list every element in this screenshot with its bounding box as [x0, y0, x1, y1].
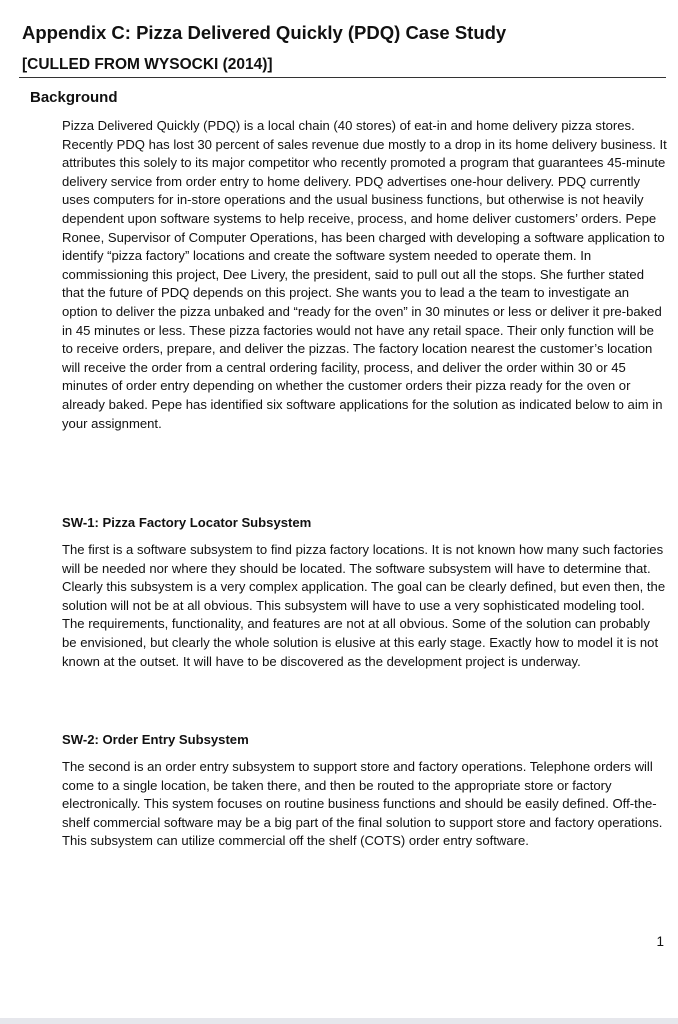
sw1-heading: SW-1: Pizza Factory Locator Subsystem	[62, 515, 312, 530]
sw1-paragraph: The first is a software subsystem to find pizza factory locations. It is not known how many such factories will be needed nor where they should be located. The software subsystem will have to determine that. Clearly this subsystem is a very complex application. The goal can be clearly defined, but even then, the solution will not be at all obvious. This subsystem will have to use a very sophisticated modeling tool. The requirements, functionality, and features are not at all obvious. Some of the solution can probably be envisioned, but clearly the whole solution is elusive at this early stage. Exactly how to model it is not known at the outset. It will have to be discovered as the development project is underway.	[62, 542, 666, 669]
header-divider	[19, 77, 666, 78]
background-paragraph: Pizza Delivered Quickly (PDQ) is a local chain (40 stores) of eat-in and home delivery pizza stores. Recently PDQ has lost 30 percent of sales revenue due mostly to a drop in its home delivery business. It attributes this solely to its major competitor who recently promoted a program that guarantees 45-minute delivery service from order entry to home delivery. PDQ advertises one-hour delivery. PDQ currently uses computers for in-store operations and the usual business functions, but otherwise is not heavily dependent upon software systems to help receive, process, and home deliver customers’ orders. Pepe Ronee, Supervisor of Computer Operations, has been charged with developing a software application to identify “pizza factory” locations and create the software system needed to operate them. In commissioning this project, Dee Livery, the president, said to pull out all the stops. She further stated that the future of PDQ depends on this project. She wants you to lead a the team to investigate an option to deliver the pizza unbaked and “ready for the oven” in 30 minutes or less or deliver it pre-baked in 45 minutes or less. These pizza factories would not have any retail space. Their only function will be to receive orders, prepare, and deliver the pizzas. The factory location nearest the customer’s location will receive the order from a central ordering facility, process, and deliver the order within 30 or 45 minutes of order entry depending on whether the customer orders their pizza ready for the oven or already baked. Pepe has identified six software applications for the solution as indicated below to aim in your assignment.	[62, 118, 667, 431]
document-title: Appendix C: Pizza Delivered Quickly (PDQ) Case Study	[22, 22, 507, 43]
sw2-heading: SW-2: Order Entry Subsystem	[62, 732, 249, 747]
sw2-paragraph: The second is an order entry subsystem to support store and factory operations. Telephone orders will come to a single location, be taken there, and then be routed to the appropriate store or factory electronically. This system focuses on routine business functions and should be easily defined. Off-the-shelf commercial software may be a big part of the final solution to support store and factory operations. This subsystem can utilize commercial off the shelf (COTS) order entry software.	[62, 759, 663, 849]
document-subtitle: [CULLED FROM WYSOCKI (2014)]	[22, 56, 273, 73]
page-number: 1	[656, 934, 664, 949]
background-heading: Background	[30, 89, 118, 106]
